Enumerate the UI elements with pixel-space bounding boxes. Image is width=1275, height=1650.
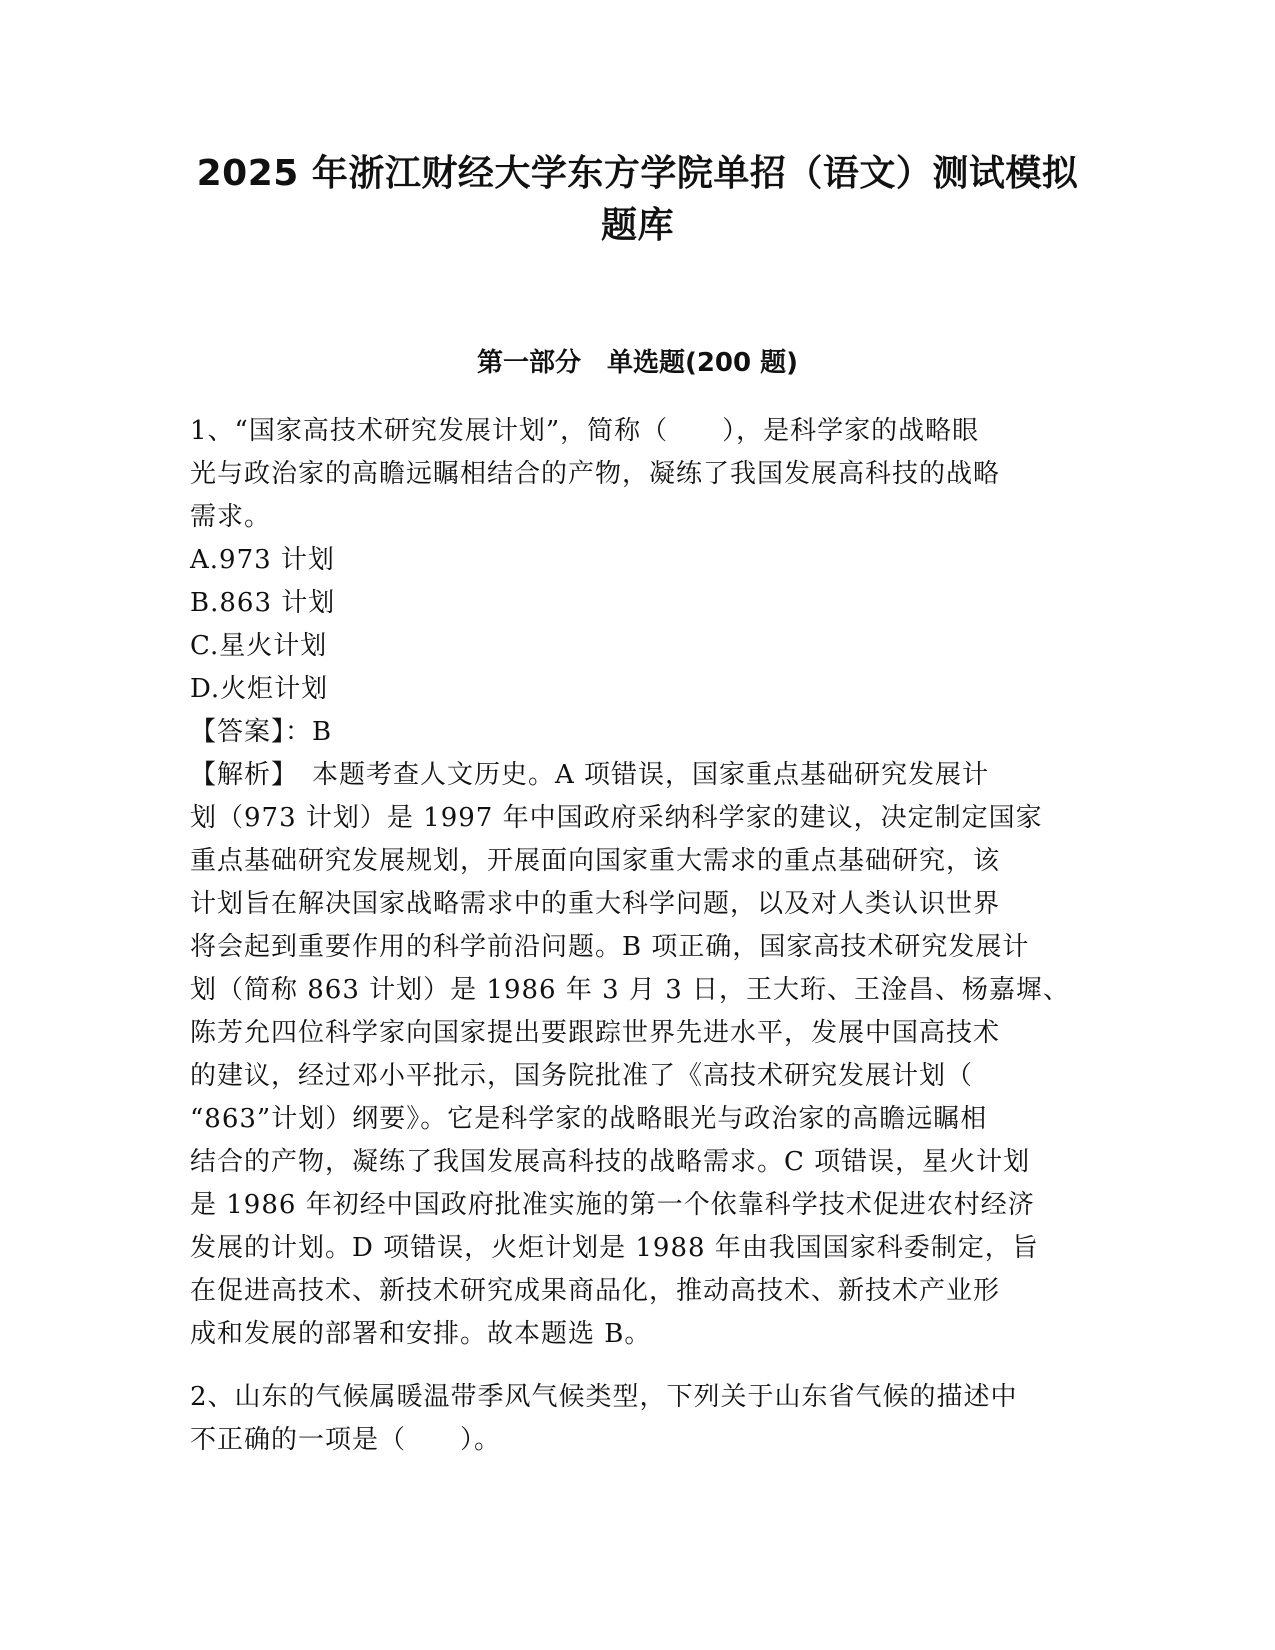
question-stem-line: 2、山东的气候属暖温带季风气候类型，下列关于山东省气候的描述中	[190, 1382, 1018, 1412]
analysis-line: 重点基础研究发展规划，开展面向国家重大需求的重点基础研究，该	[190, 846, 1001, 876]
analysis-line: 的建议，经过邓小平批示，国务院批准了《高技术研究发展计划（	[190, 1061, 974, 1091]
analysis-line: 陈芳允四位科学家向国家提出要跟踪世界先进水平，发展中国高技术	[190, 1018, 1001, 1048]
analysis-line: “863”计划）纲要》。它是科学家的战略眼光与政治家的高瞻远瞩相	[190, 1104, 988, 1134]
analysis-line: 结合的产物，凝练了我国发展高科技的战略需求。C 项错误，星火计划	[190, 1147, 1031, 1177]
question-stem-line: 光与政治家的高瞻远瞩相结合的产物，凝练了我国发展高科技的战略	[190, 459, 1001, 489]
question-content	[190, 410, 1090, 1462]
option-d: D.火炬计划	[190, 674, 329, 704]
analysis-block	[190, 754, 1090, 1356]
question-gap	[190, 1356, 1090, 1376]
analysis-line: 是 1986 年初经中国政府批准实施的第一个依靠科学技术促进农村经济	[190, 1190, 1035, 1220]
section-title: 第一部分 单选题(200 题)	[476, 348, 799, 378]
title-line-1: 2025 年浙江财经大学东方学院单招（语文）测试模拟	[196, 153, 1079, 194]
question-2	[190, 1376, 1090, 1462]
question-stem-line: 不正确的一项是（ ）。	[190, 1425, 502, 1455]
question-1	[190, 410, 1090, 1356]
option-a: A.973 计划	[190, 545, 335, 575]
analysis-line: 将会起到重要作用的科学前沿问题。B 项正确，国家高技术研究发展计	[190, 932, 1030, 962]
analysis-line: 计划旨在解决国家战略需求中的重大科学问题，以及对人类认识世界	[190, 889, 1001, 919]
analysis-line: 成和发展的部署和安排。故本题选 B。	[190, 1319, 652, 1349]
analysis-line: 【解析】 本题考查人文历史。A 项错误，国家重点基础研究发展计	[190, 760, 990, 790]
analysis-line: 划（973 计划）是 1997 年中国政府采纳科学家的建议，决定制定国家	[190, 803, 1043, 833]
question-stem-line: 1、“国家高技术研究发展计划”，简称（ ），是科学家的战略眼	[190, 416, 980, 446]
title-line-2: 题库	[600, 205, 674, 246]
analysis-line: 在促进高技术、新技术研究成果商品化，推动高技术、新技术产业形	[190, 1276, 1001, 1306]
analysis-line: 发展的计划。D 项错误，火炬计划是 1988 年由我国国家科委制定，旨	[190, 1233, 1039, 1263]
document-title	[180, 148, 1095, 252]
analysis-line: 划（简称 863 计划）是 1986 年 3 月 3 日，王大珩、王淦昌、杨嘉墀、	[190, 975, 1070, 1005]
option-b: B.863 计划	[190, 588, 336, 618]
question-stem-line: 需求。	[190, 502, 272, 532]
option-c: C.星火计划	[190, 631, 328, 661]
answer-line: 【答案】：B	[190, 717, 333, 747]
